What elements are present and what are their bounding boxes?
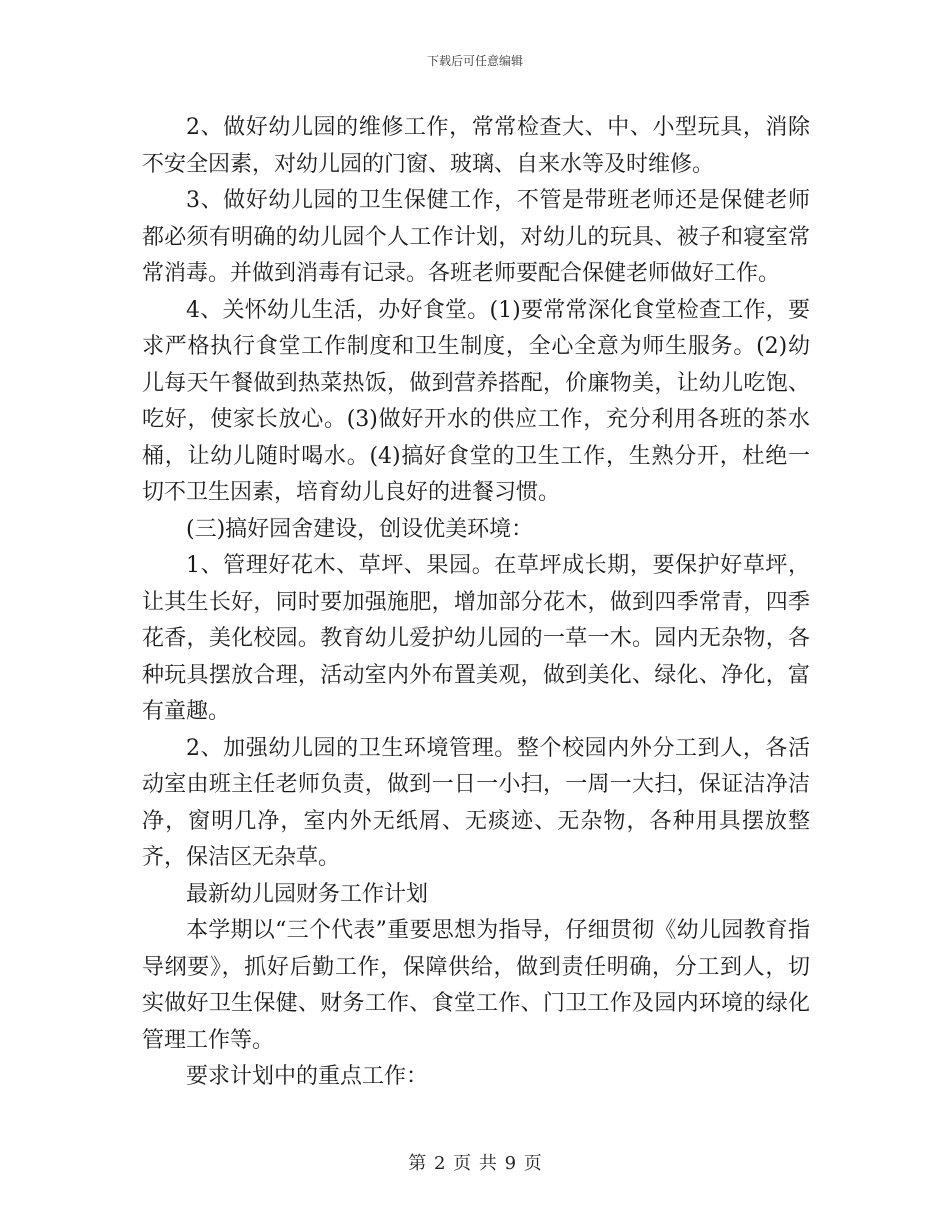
document-body (142, 110, 810, 1096)
paragraph-greenery: 1、管理好花木、草坪、果园。在草坪成长期，要保护好草坪，让其生长好，同时要加强施肥，增加部分花木，做到四季常青，四季花香，美化校园。教育幼儿爱护幼儿园的一草一木。园内无杂物，各种玩具摆放合理，活动室内外布置美观，做到美化、绿化、净化，富有童趣。 (142, 553, 810, 724)
paragraph-maintenance: 2、做好幼儿园的维修工作，常常检查大、中、小型玩具，消除不安全因素，对幼儿园的门窗、玻璃、自来水等及时维修。 (142, 115, 810, 177)
page-number: 第 2 页 共 9 页 (408, 1153, 542, 1174)
section-heading-finance-plan: 最新幼儿园财务工作计划 (186, 881, 429, 907)
paragraph-canteen: 4、关怀幼儿生活，办好食堂。(1)要常常深化食堂检查工作，要求严格执行食堂工作制度和卫生制度，全心全意为师生服务。(2)幼儿每天午餐做到热菜热饭，做到营养搭配，价廉物美，让幼儿吃饱、吃好，使家长放心。(3)做好开水的供应工作，充分利用各班的茶水桶，让幼儿随时喝水。(4)搞好食堂的卫生工作，生熟分开，杜绝一切不卫生因素，培育幼儿良好的进餐习惯。 (142, 297, 810, 505)
page-header: 下载后可任意编辑 (426, 54, 523, 68)
paragraph-key-work: 要求计划中的重点工作： (186, 1064, 429, 1089)
paragraph-sanitation: 2、加强幼儿园的卫生环境管理。整个校园内外分工到人，各活动室由班主任老师负责，做到一日一小扫，一周一大扫，保证洁净洁净，窗明几净，室内外无纸屑、无痰迹、无杂物，各种用具摆放整齐，保洁区无杂草。 (142, 735, 810, 870)
section-heading-environment: (三)搞好园舍建设，创设优美环境： (186, 516, 534, 542)
paragraph-semester-guidance: 本学期以“三个代表”重要思想为指导，仔细贯彻《幼儿园教育指导纲要》，抓好后勤工作，保障供给，做到责任明确，分工到人，切实做好卫生保健、财务工作、食堂工作、门卫工作及园内环境的绿化管理工作等。 (142, 918, 810, 1053)
paragraph-health-care: 3、做好幼儿园的卫生保健工作，不管是带班老师还是保健老师都必须有明确的幼儿园个人工作计划，对幼儿的玩具、被子和寝室常常消毒。并做到消毒有记录。各班老师要配合保健老师做好工作。 (142, 188, 810, 286)
